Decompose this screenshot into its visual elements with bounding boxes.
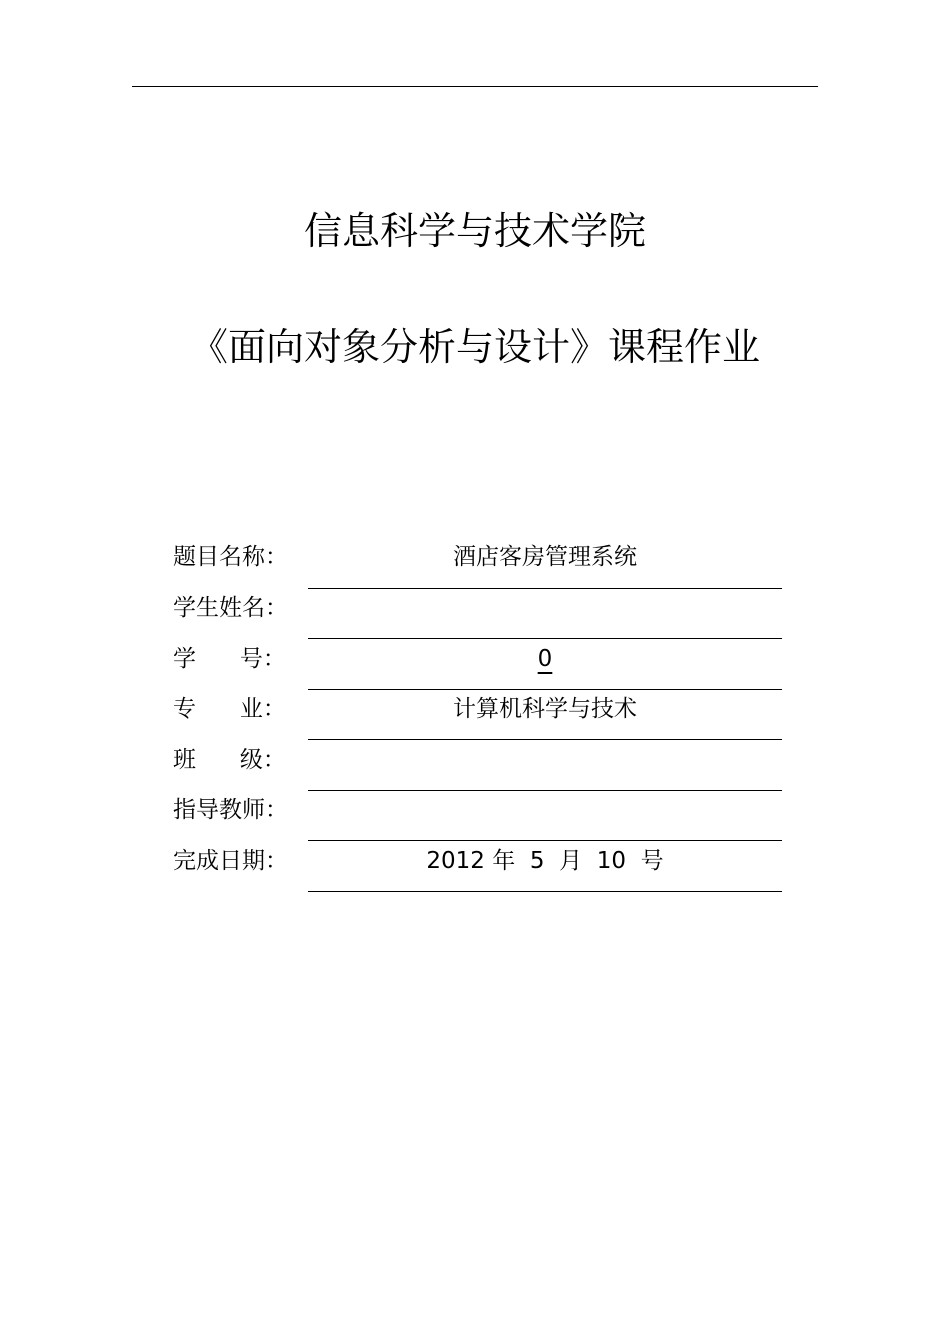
class-underline (308, 790, 782, 791)
top-divider (132, 86, 818, 87)
student-id-label: 学 号： (173, 646, 286, 672)
major-label: 专 业： (173, 696, 286, 722)
completion-date-underline (308, 891, 782, 892)
student-name-underline (308, 638, 782, 639)
student-name-label: 学生姓名： (173, 595, 288, 621)
advisor-label: 指导教师： (173, 797, 288, 823)
completion-date-value: 2012 年 5 月 10 号 (426, 848, 664, 874)
student-id-underline (308, 689, 782, 690)
topic-label: 题目名称： (173, 544, 288, 570)
advisor-underline (308, 840, 782, 841)
topic-value: 酒店客房管理系统 (453, 544, 637, 570)
course-title: 《面向对象分析与设计》课程作业 (189, 325, 760, 369)
completion-date-label: 完成日期： (173, 848, 288, 874)
major-value: 计算机科学与技术 (453, 696, 637, 722)
student-id-value (308, 643, 782, 675)
class-label: 班 级： (173, 747, 286, 773)
student-id-text: 0 (537, 646, 553, 672)
major-underline (308, 739, 782, 740)
topic-underline (308, 588, 782, 589)
institute-title: 信息科学与技术学院 (303, 209, 646, 253)
